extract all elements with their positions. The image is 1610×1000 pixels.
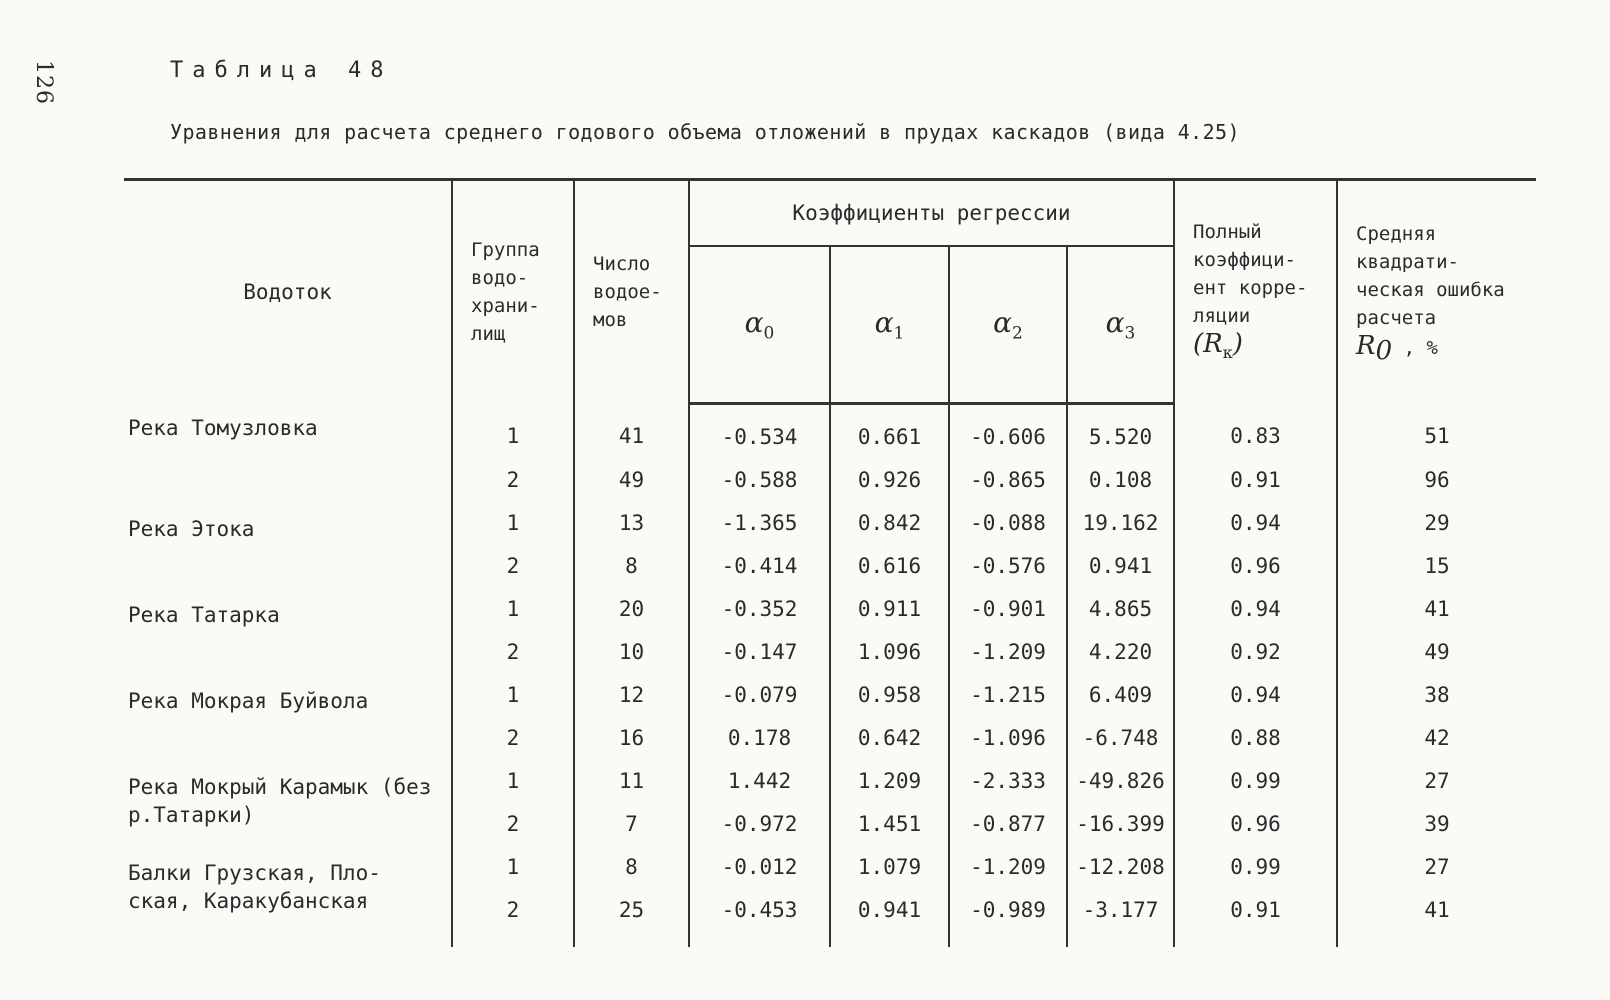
header-a2: $\alpha_2$ [949, 246, 1067, 404]
cell-group: 2 [452, 716, 574, 759]
cell-a2: -1.209 [949, 845, 1067, 888]
table-body [124, 404, 1536, 948]
cell-a3: 6.409 [1067, 673, 1174, 716]
cell-a2: -2.333 [949, 759, 1067, 802]
cell-a2: -1.096 [949, 716, 1067, 759]
cell-a3: 5.520 [1067, 404, 1174, 459]
cell-rk: 0.94 [1174, 501, 1337, 544]
cell-rk: 0.83 [1174, 404, 1337, 459]
cell-r0: 15 [1337, 544, 1536, 587]
cell-r0: 96 [1337, 458, 1536, 501]
cell-group: 2 [452, 630, 574, 673]
table-row [124, 501, 1536, 544]
cell-a3: -12.208 [1067, 845, 1174, 888]
river-name: Река Татарка [128, 603, 280, 627]
table-row [124, 845, 1536, 888]
cell-count: 7 [574, 802, 689, 845]
cell-a3: 4.220 [1067, 630, 1174, 673]
cell-count: 25 [574, 888, 689, 931]
cell-group: 1 [452, 759, 574, 802]
cell-rk: 0.99 [1174, 845, 1337, 888]
cell-group: 2 [452, 544, 574, 587]
cell-rk: 0.92 [1174, 630, 1337, 673]
cell-a1: 0.642 [830, 716, 949, 759]
cell-a3: -16.399 [1067, 802, 1174, 845]
cell-count: 10 [574, 630, 689, 673]
cell-a0: 0.178 [689, 716, 830, 759]
cell-a1: 1.451 [830, 802, 949, 845]
header-a0: $\alpha_0$ [689, 246, 830, 404]
cell-a1: 1.079 [830, 845, 949, 888]
cell-a2: -1.209 [949, 630, 1067, 673]
cell-group: 2 [452, 802, 574, 845]
cell-rk: 0.94 [1174, 673, 1337, 716]
table-row [124, 759, 1536, 802]
cell-a0: -0.588 [689, 458, 830, 501]
cell-a0: -0.972 [689, 802, 830, 845]
cell-a2: -0.901 [949, 587, 1067, 630]
cell-a1: 0.616 [830, 544, 949, 587]
river-name: Река Мокрая Буйвола [128, 689, 369, 713]
cell-a2: -0.576 [949, 544, 1067, 587]
cell-r0: 29 [1337, 501, 1536, 544]
cell-count: 20 [574, 587, 689, 630]
table-label: Таблица 48 [170, 58, 393, 83]
cell-group: 2 [452, 458, 574, 501]
cell-a2: -0.088 [949, 501, 1067, 544]
cell-a1: 0.941 [830, 888, 949, 931]
cell-a1: 0.958 [830, 673, 949, 716]
cell-a2: -0.606 [949, 404, 1067, 459]
table-bottom-padding [124, 931, 1536, 947]
cell-a2: -1.215 [949, 673, 1067, 716]
cell-a0: -1.365 [689, 501, 830, 544]
cell-a0: -0.012 [689, 845, 830, 888]
cell-a3: -49.826 [1067, 759, 1174, 802]
cell-a0: -0.453 [689, 888, 830, 931]
header-regression-coefficients: Коэффициенты регрессии [689, 181, 1174, 246]
cell-count: 11 [574, 759, 689, 802]
cell-a1: 0.911 [830, 587, 949, 630]
cell-a3: -6.748 [1067, 716, 1174, 759]
river-name: Река Мокрый Карамык (без р.Татарки) [128, 775, 432, 827]
cell-a1: 0.661 [830, 404, 949, 459]
cell-count: 8 [574, 544, 689, 587]
river-name: Балки Грузская, Пло- ская, Каракубанская [128, 861, 381, 913]
cell-count: 49 [574, 458, 689, 501]
header-rmse: Средняя квадрати- ческая ошибка расчета $R_0$ , % [1337, 181, 1536, 404]
table-row [124, 673, 1536, 716]
cell-r0: 27 [1337, 845, 1536, 888]
cell-r0: 27 [1337, 759, 1536, 802]
river-name: Река Томузловка [128, 415, 318, 440]
cell-group: 1 [452, 673, 574, 716]
cell-a0: -0.414 [689, 544, 830, 587]
cell-a2: -0.989 [949, 888, 1067, 931]
table-row [124, 587, 1536, 630]
cell-r0: 39 [1337, 802, 1536, 845]
cell-group: 1 [452, 404, 574, 459]
table-title: Уравнения для расчета среднего годового объема отложений в прудах каскадов (вида 4.25) [170, 120, 1240, 144]
cell-rk: 0.91 [1174, 458, 1337, 501]
cell-group: 1 [452, 587, 574, 630]
cell-rk: 0.94 [1174, 587, 1337, 630]
cell-count: 16 [574, 716, 689, 759]
cell-rk: 0.96 [1174, 544, 1337, 587]
cell-count: 8 [574, 845, 689, 888]
cell-a1: 1.096 [830, 630, 949, 673]
cell-r0: 51 [1337, 404, 1536, 459]
cell-a3: 4.865 [1067, 587, 1174, 630]
cell-a0: 1.442 [689, 759, 830, 802]
cell-r0: 42 [1337, 716, 1536, 759]
cell-a3: 19.162 [1067, 501, 1174, 544]
cell-r0: 38 [1337, 673, 1536, 716]
cell-a1: 1.209 [830, 759, 949, 802]
regression-table [124, 178, 1536, 947]
cell-a3: -3.177 [1067, 888, 1174, 931]
header-group: Группа водо- храни- лищ [452, 181, 574, 404]
cell-rk: 0.91 [1174, 888, 1337, 931]
cell-rk: 0.99 [1174, 759, 1337, 802]
header-correlation: Полный коэффици- ент корре- ляции $(R_к)$ [1174, 181, 1337, 404]
cell-a0: -0.352 [689, 587, 830, 630]
cell-rk: 0.96 [1174, 802, 1337, 845]
cell-r0: 49 [1337, 630, 1536, 673]
header-watercourse: Водоток [243, 280, 332, 305]
cell-a3: 0.941 [1067, 544, 1174, 587]
cell-a0: -0.147 [689, 630, 830, 673]
cell-a1: 0.842 [830, 501, 949, 544]
cell-r0: 41 [1337, 587, 1536, 630]
cell-a1: 0.926 [830, 458, 949, 501]
cell-group: 1 [452, 845, 574, 888]
cell-group: 1 [452, 501, 574, 544]
cell-r0: 41 [1337, 888, 1536, 931]
cell-count: 41 [574, 404, 689, 459]
cell-a2: -0.865 [949, 458, 1067, 501]
table-row [124, 404, 1536, 459]
header-a1: $\alpha_1$ [830, 246, 949, 404]
page-number: 126 [31, 60, 56, 105]
header-a3: $\alpha_3$ [1067, 246, 1174, 404]
header-count: Число водое- мов [574, 181, 689, 404]
cell-a3: 0.108 [1067, 458, 1174, 501]
cell-group: 2 [452, 888, 574, 931]
cell-a0: -0.079 [689, 673, 830, 716]
river-name: Река Этока [128, 517, 255, 541]
cell-a0: -0.534 [689, 404, 830, 459]
cell-rk: 0.88 [1174, 716, 1337, 759]
cell-count: 13 [574, 501, 689, 544]
cell-count: 12 [574, 673, 689, 716]
cell-a2: -0.877 [949, 802, 1067, 845]
